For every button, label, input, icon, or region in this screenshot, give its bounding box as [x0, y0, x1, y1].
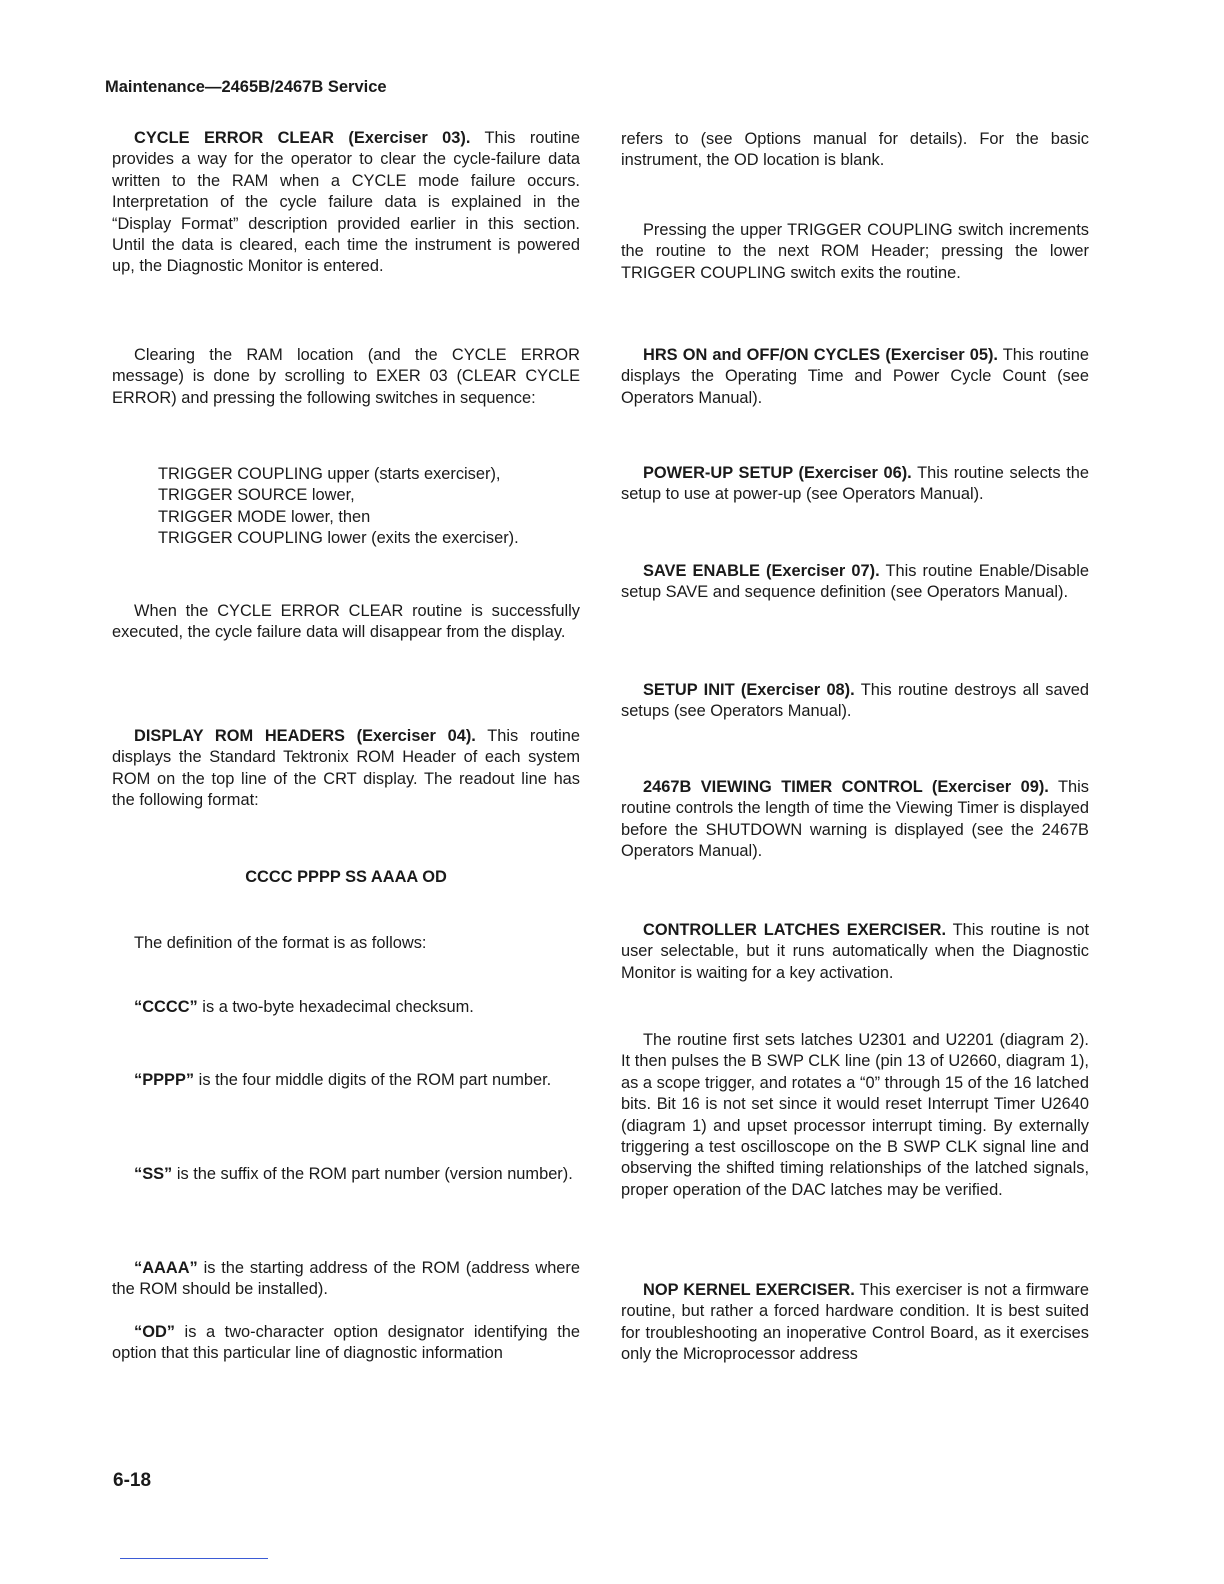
setup-init-heading: SETUP INIT (Exerciser 08).	[643, 681, 855, 699]
list-item: TRIGGER SOURCE lower,	[158, 486, 355, 505]
nop-kernel-heading: NOP KERNEL EXERCISER.	[643, 1281, 855, 1299]
page-number: 6-18	[113, 1470, 152, 1491]
controller-latches-heading: CONTROLLER LATCHES EXERCISER.	[643, 921, 947, 939]
format-code: CCCC PPPP SS AAAA OD	[245, 868, 447, 886]
list-item: TRIGGER COUPLING upper (starts exerciser),	[158, 465, 501, 483]
display-rom-headers-paragraph: DISPLAY ROM HEADERS (Exerciser 04). This routine displays the Standard Tektronix ROM Header of each system ROM on the top line of the CRT display. The readout line has the following format:	[112, 727, 580, 810]
power-up-setup-paragraph: POWER-UP SETUP (Exerciser 06). This routine selects the setup to use at power-up (see Operators Manual).	[621, 464, 1089, 504]
cycle-error-clear-heading: CYCLE ERROR CLEAR (Exerciser 03).	[134, 129, 471, 147]
hrs-on-paragraph: HRS ON and OFF/ON CYCLES (Exerciser 05). This routine displays the Operating Time and Power Cycle Count (see Operators Manual).	[621, 346, 1089, 407]
power-up-setup-heading: POWER-UP SETUP (Exerciser 06).	[643, 464, 912, 482]
routine-latches-paragraph: The routine first sets latches U2301 and U2201 (diagram 2). It then pulses the B SWP CLK line (pin 13 of U2660, diagram 1), as a scope trigger, and rotates a “0” through 15 of the 16 latched bits. Bit 16 is not set since it would reset Interrupt Timer U2640 (diagram 1) and upset processor interrupt timing. By externally triggering a test oscilloscope on the B SWP CLK signal line and observing the shifted timing relationships of the latched signals, proper operation of the DAC latches may be verified.	[621, 1031, 1089, 1199]
definition-term: “CCCC”	[134, 998, 198, 1016]
list-item: TRIGGER COUPLING lower (exits the exerciser).	[158, 529, 519, 548]
viewing-timer-paragraph: 2467B VIEWING TIMER CONTROL (Exerciser 09). This routine controls the length of time the Viewing Timer is displayed before the SHUTDOWN warning is displayed (see the 2467B Operators Manual).	[621, 778, 1089, 861]
page-header: Maintenance—2465B/2467B Service	[105, 78, 387, 96]
definition-pppp: “PPPP” is the four middle digits of the ROM part number.	[134, 1071, 552, 1089]
definition-term: “PPPP”	[134, 1071, 195, 1089]
save-enable-paragraph: SAVE ENABLE (Exerciser 07). This routine Enable/Disable setup SAVE and sequence definition (see Operators Manual).	[621, 562, 1089, 602]
switch-sequence-list	[158, 464, 519, 550]
definition-od: “OD” is a two-character option designator identifying the option that this particular line of diagnostic information	[112, 1323, 580, 1363]
display-rom-headers-heading: DISPLAY ROM HEADERS (Exerciser 04).	[134, 727, 476, 745]
definition-term: “SS”	[134, 1165, 173, 1183]
hrs-on-heading: HRS ON and OFF/ON CYCLES (Exerciser 05).	[643, 346, 998, 364]
definition-term: “AAAA”	[134, 1259, 198, 1277]
list-item: TRIGGER MODE lower, then	[158, 507, 371, 526]
success-paragraph: When the CYCLE ERROR CLEAR routine is successfully executed, the cycle failure data will disappear from the display.	[112, 602, 580, 642]
setup-init-paragraph: SETUP INIT (Exerciser 08). This routine destroys all saved setups (see Operators Manual).	[621, 681, 1090, 721]
viewing-timer-heading: 2467B VIEWING TIMER CONTROL (Exerciser 09).	[643, 778, 1049, 796]
definition-ss: “SS” is the suffix of the ROM part number (version number).	[134, 1165, 573, 1183]
od-continuation-paragraph: refers to (see Options manual for details). For the basic instrument, the OD location is blank.	[621, 130, 1089, 170]
definition-aaaa: “AAAA” is the starting address of the ROM (address where the ROM should be installed).	[112, 1259, 580, 1299]
format-definition-intro: The definition of the format is as follows:	[134, 934, 427, 952]
footer-link-underline	[120, 1558, 268, 1559]
nop-kernel-paragraph: NOP KERNEL EXERCISER. This exerciser is not a firmware routine, but rather a forced hardware condition. It is best suited for troubleshooting an inoperative Control Board, as it exercises only the Microprocessor address	[621, 1281, 1089, 1364]
save-enable-heading: SAVE ENABLE (Exerciser 07).	[643, 562, 880, 580]
controller-latches-paragraph: CONTROLLER LATCHES EXERCISER. This routine is not user selectable, but it runs automatically when the Diagnostic Monitor is waiting for a key activation.	[621, 921, 1089, 982]
pressing-upper-paragraph: Pressing the upper TRIGGER COUPLING switch increments the routine to the next ROM Header; pressing the lower TRIGGER COUPLING switch exits the routine.	[621, 221, 1089, 282]
definition-term: “OD”	[134, 1323, 175, 1341]
definition-cccc: “CCCC” is a two-byte hexadecimal checksum.	[134, 998, 474, 1016]
cycle-error-clear-paragraph: CYCLE ERROR CLEAR (Exerciser 03). This routine provides a way for the operator to clear the cycle-failure data written to the RAM when a CYCLE mode failure occurs. Interpretation of the cycle failure data is explained in the “Display Format” description provided earlier in this section. Until the data is cleared, each time the instrument is powered up, the Diagnostic Monitor is entered.	[112, 129, 580, 276]
clearing-ram-paragraph: Clearing the RAM location (and the CYCLE ERROR message) is done by scrolling to EXER 03 (CLEAR CYCLE ERROR) and pressing the following switches in sequence:	[112, 346, 580, 407]
